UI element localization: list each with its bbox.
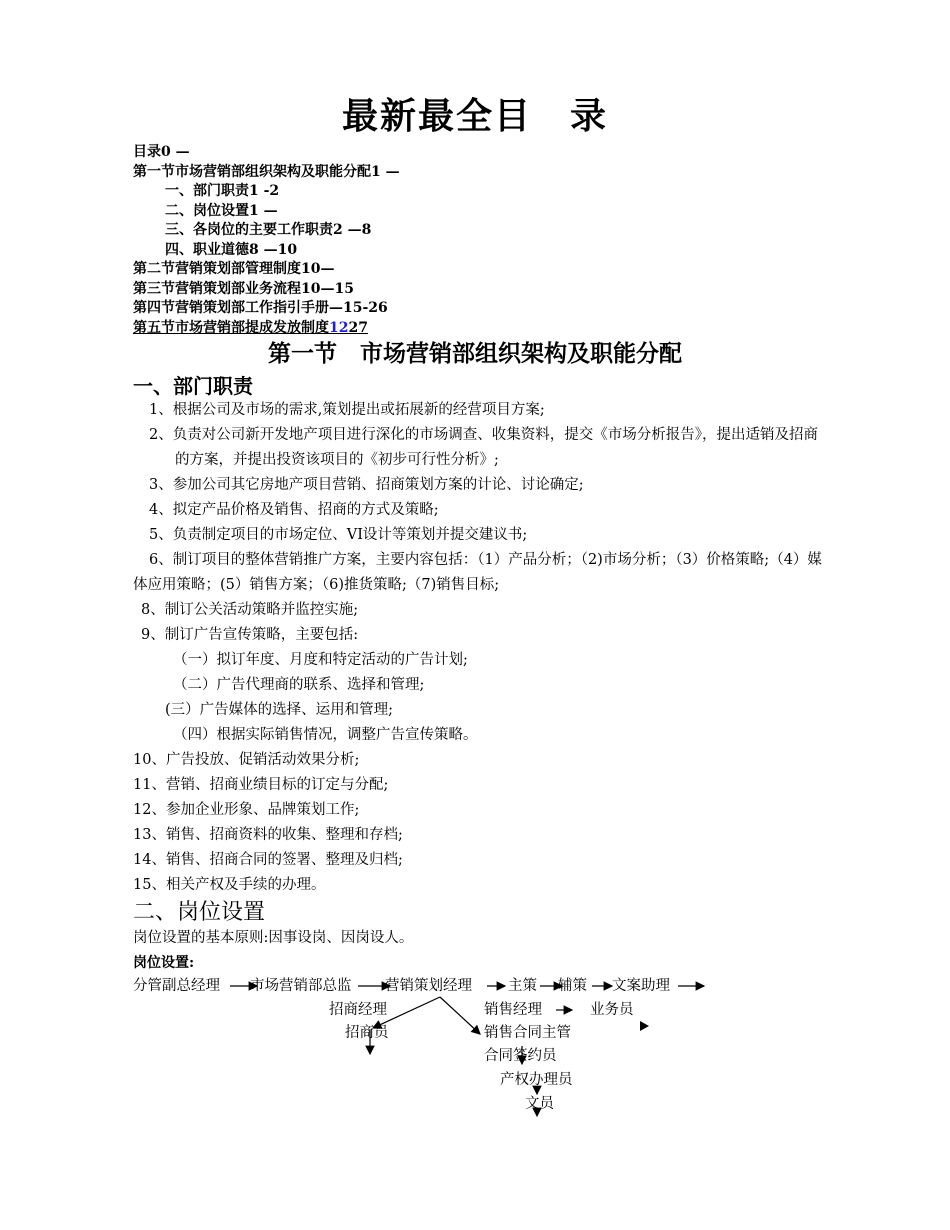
document-title: 最新最全目 录 [341, 96, 608, 137]
org-arrowhead [640, 1021, 649, 1031]
list-item: （一）拟订年度、月度和特定活动的广告计划; [173, 652, 468, 668]
org-node: 业务员 [590, 1002, 634, 1018]
heading-department-duties: 一、部门职责 [133, 374, 253, 398]
list-item: 12、参加企业形象、品牌策划工作; [133, 802, 360, 818]
org-node: 产权办理员 [500, 1072, 573, 1088]
list-item: (三）广告媒体的选择、运用和管理; [165, 702, 394, 718]
list-item: （四）根据实际销售情况，调整广告宣传策略。 [173, 727, 478, 743]
list-item: 10、广告投放、促销活动效果分析; [133, 752, 360, 768]
toc-entry[interactable]: 三、各岗位的主要工作职责2 —8 [165, 222, 372, 238]
org-node: 合同签约员 [484, 1048, 557, 1064]
positions-principle: 岗位设置的基本原则:因事设岗、因岗设人。 [133, 930, 414, 946]
list-item: 1、根据公司及市场的需求,策划提出或拓展新的经营项目方案; [149, 402, 545, 418]
toc-entry-tail: 27 [348, 319, 368, 336]
toc-page-link[interactable]: 12 [329, 319, 349, 336]
org-node: 文案助理 [612, 978, 670, 994]
list-item: 14、销售、招商合同的签署、整理及归档; [133, 852, 403, 868]
toc-entry[interactable]: 二、岗位设置1 — [165, 202, 278, 219]
org-node: 招商员 [345, 1025, 389, 1041]
list-item: 2、负责对公司新开发地产项目进行深化的市场调查、收集资料，提交《市场分析报告》，提出适销及招商的方案，并提出投资该项目的《初步可行性分析》; [149, 427, 818, 468]
section-title: 第一节 市场营销部组织架构及职能分配 [268, 341, 682, 367]
list-item: 5、负责制定项目的市场定位、VI设计等策划并提交建议书; [149, 527, 528, 543]
toc-entry-text: 第五节市场营销部提成发放制度 [133, 319, 329, 336]
toc-entry[interactable]: 第二节营销策划部管理制度10— [133, 261, 335, 277]
list-item: 6、制订项目的整体营销推广方案，主要内容包括：（1）产品分析；（2)市场分析；（3）价格策略;（4）媒体应用策略；(5）销售方案；（6)推货策略;（7)销售目标; [133, 552, 822, 593]
org-node: 分管副总经理 [133, 978, 220, 994]
list-item: 11、营销、招商业绩目标的订定与分配; [133, 777, 389, 793]
org-node: 销售合同主管 [484, 1025, 571, 1041]
list-item: 9、制订广告宣传策略，主要包括: [141, 627, 359, 643]
list-item: （二）广告代理商的联系、选择和管理; [173, 677, 425, 693]
org-node: 营销策划经理 [385, 978, 472, 994]
toc-entry[interactable]: 第三节营销策划部业务流程10—15 [133, 280, 354, 297]
toc-entry[interactable]: 第四节营销策划部工作指引手册—15-26 [133, 300, 388, 316]
toc-entry[interactable]: 一、部门职责1 -2 [165, 183, 280, 199]
list-item: 15、相关产权及手续的办理。 [133, 877, 326, 893]
toc-entry[interactable]: 第一节市场营销部组织架构及职能分配1 — [133, 163, 400, 180]
list-item: 13、销售、招商资料的收集、整理和存档; [133, 827, 403, 843]
toc-entry[interactable]: 四、职业道德8 —10 [165, 241, 298, 258]
list-item: 3、参加公司其它房地产项目营销、招商策划方案的计论、讨论确定; [149, 477, 584, 493]
org-node: 文员 [525, 1096, 554, 1112]
toc-entry[interactable]: 目录0 — [133, 144, 190, 160]
org-node: 辅策 [558, 978, 587, 994]
heading-positions: 二、岗位设置 [133, 900, 266, 925]
list-item: 8、制订公关活动策略并监控实施; [141, 602, 359, 618]
positions-label: 岗位设置: [133, 955, 195, 971]
org-node: 销售经理 [484, 1002, 542, 1018]
list-item: 4、拟定产品价格及销售、招商的方式及策略; [149, 502, 439, 518]
org-node: 市场营销部总监 [250, 978, 352, 994]
org-arrow [440, 997, 480, 1034]
org-node: 招商经理 [329, 1002, 387, 1018]
org-node: 主策 [508, 978, 537, 994]
